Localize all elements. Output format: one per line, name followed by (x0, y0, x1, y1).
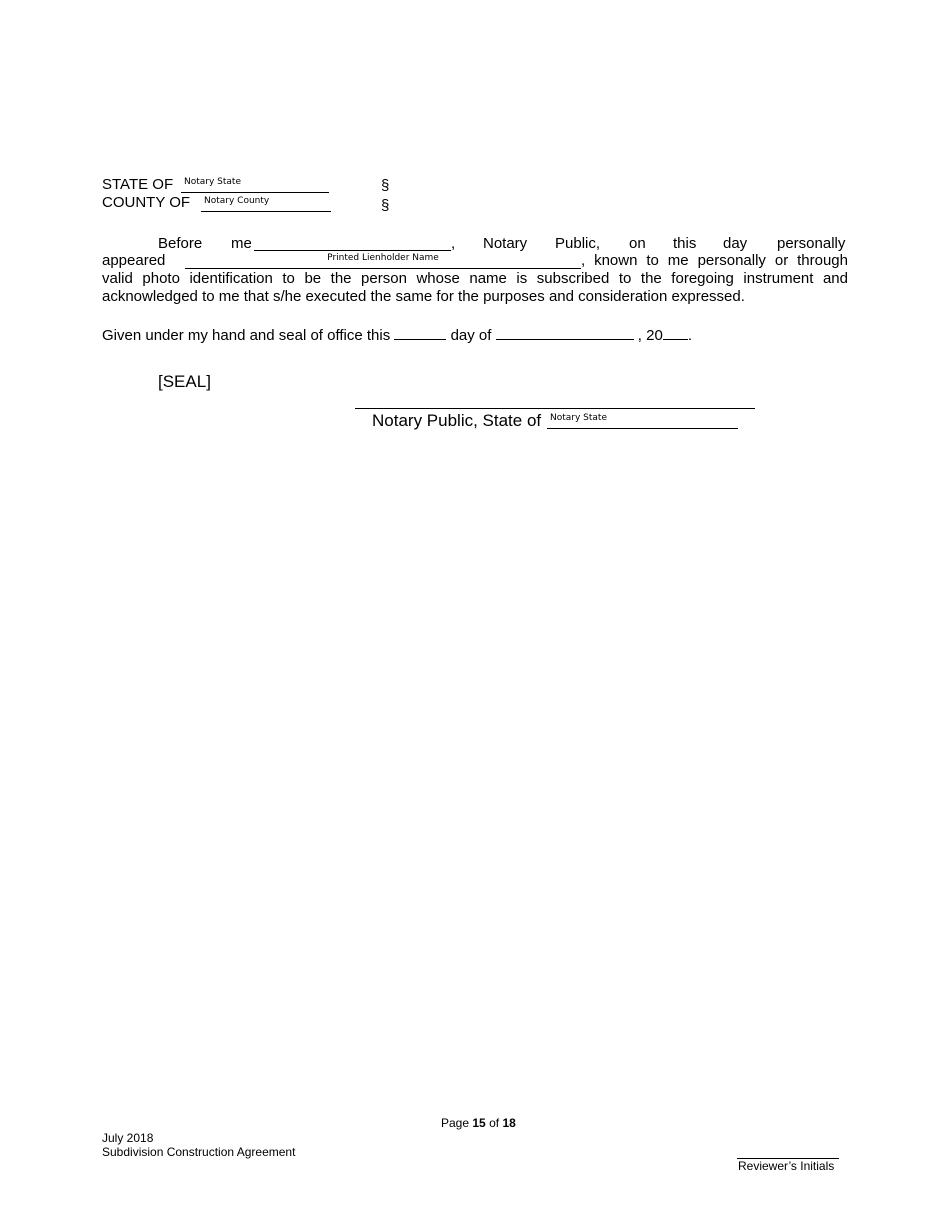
month-blank[interactable] (496, 325, 634, 340)
ack-before: Before (158, 235, 203, 252)
given-part-1: Given under my hand and seal of office this (102, 327, 391, 344)
notary-public-label: Notary Public, State of (372, 411, 542, 430)
ack-line-3: valid photo identification to be the person whose name is subscribed to the foregoing instrument and (102, 270, 848, 287)
notary-state-field-signature[interactable] (547, 412, 738, 429)
section-symbol: § (381, 197, 390, 214)
seal-placeholder: [SEAL] (158, 372, 211, 391)
signature-line[interactable] (355, 408, 755, 409)
given-part-2: day of (450, 327, 492, 344)
footer-doc-title: Subdivision Construction Agreement (102, 1145, 296, 1159)
reviewer-initials-label: Reviewer’s Initials (738, 1159, 835, 1173)
ack-personally: personally (777, 235, 846, 252)
ack-day: day (723, 235, 748, 252)
page-current: 15 (472, 1116, 486, 1130)
page-number: Page 15 of 18 (441, 1116, 516, 1130)
lienholder-name-field-label: Printed Lienholder Name (327, 253, 439, 263)
lienholder-name-field[interactable] (185, 252, 581, 269)
ack-me: me (231, 235, 252, 252)
ack-this: this (673, 235, 697, 252)
page-total: 18 (502, 1116, 516, 1130)
notary-county-field-label: Notary County (204, 196, 270, 206)
given-part-4: . (687, 327, 692, 344)
notary-state-field[interactable] (181, 176, 329, 193)
day-blank[interactable] (394, 325, 446, 340)
notary-county-field[interactable] (201, 195, 331, 212)
ack-appeared: appeared (102, 252, 166, 269)
given-line (102, 325, 692, 345)
notary-name-blank[interactable] (254, 236, 451, 251)
ack-comma: , (451, 235, 456, 252)
ack-known-to: , known to me personally or through (581, 252, 848, 269)
year-blank[interactable] (663, 325, 688, 340)
ack-on: on (629, 235, 646, 252)
ack-notary: Notary (483, 235, 528, 252)
ack-public: Public, (555, 235, 601, 252)
county-label: COUNTY OF (102, 194, 191, 211)
ack-line-4: acknowledged to me that s/he executed the same for the purposes and consideration expressed. (102, 288, 745, 305)
notary-state-field-signature-label: Notary State (550, 413, 607, 423)
given-part-3: , 20 (637, 327, 663, 344)
notary-state-field-label: Notary State (184, 177, 241, 187)
footer-date: July 2018 (102, 1131, 154, 1145)
state-label: STATE OF (102, 176, 174, 193)
section-symbol: § (381, 177, 390, 194)
